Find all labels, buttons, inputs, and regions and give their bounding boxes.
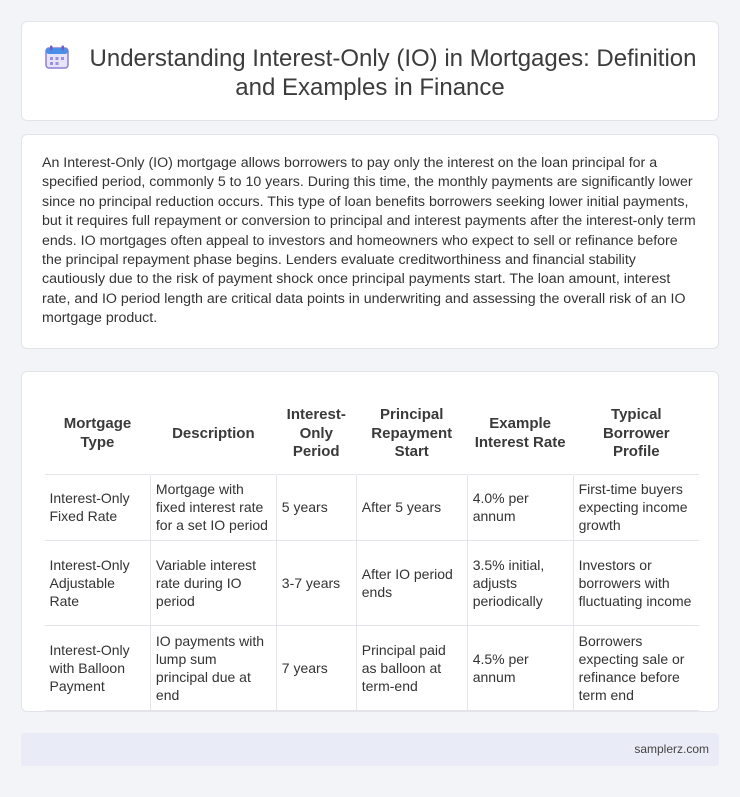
table-row <box>45 540 700 625</box>
description-text: An Interest-Only (IO) mortgage allows borrowers to pay only the interest on the loan principal for a specified period, commonly 5 to 10 years. During this time, the monthly payments are significantly lower since no principal reduction occurs. This type of loan benefits borrowers seeking lower initial payments, but it requires full repayment or conversion to principal and interest payments after the interest-only term ends. IO mortgages often appeal to investors and homeowners who expect to sell or refinance before the principal repayment phase begins. Lenders evaluate creditworthiness and financial stability cautiously due to the risk of payment shock once principal payments start. The loan amount, interest rate, and IO period length are critical data points in underwriting and assessing the overall risk of an IO mortgage product. <box>42 155 696 327</box>
table-cell: Investors or borrowers with fluctuating income <box>573 540 699 625</box>
table-cell: Interest-Only Fixed Rate <box>45 474 151 540</box>
calendar-icon <box>44 44 70 70</box>
footer-bar <box>21 733 719 766</box>
table-cell: Borrowers expecting sale or refinance before term end <box>573 625 699 710</box>
table-cell: Variable interest rate during IO period <box>150 540 276 625</box>
column-header: Interest-Only Period <box>276 394 356 474</box>
table-cell: 7 years <box>276 625 356 710</box>
table-cell: Interest-Only with Balloon Payment <box>45 625 151 710</box>
column-header: Mortgage Type <box>45 394 151 474</box>
table-cell: Principal paid as balloon at term-end <box>356 625 467 710</box>
title-card <box>21 21 719 121</box>
table-cell: IO payments with lump sum principal due at end <box>150 625 276 710</box>
table-cell: After 5 years <box>356 474 467 540</box>
column-header: Principal Repayment Start <box>356 394 467 474</box>
table-cell: 4.0% per annum <box>467 474 573 540</box>
table-row <box>45 625 700 710</box>
table-cell: After IO period ends <box>356 540 467 625</box>
mortgage-table <box>44 394 699 711</box>
column-header: Typical Borrower Profile <box>573 394 699 474</box>
table-cell: Mortgage with fixed interest rate for a set IO period <box>150 474 276 540</box>
footer-site-link[interactable]: samplerz.com <box>634 742 709 756</box>
table-cell: 5 years <box>276 474 356 540</box>
table-row <box>45 474 700 540</box>
description-card <box>21 134 719 349</box>
table-cell: 3-7 years <box>276 540 356 625</box>
table-cell: 3.5% initial, adjusts periodically <box>467 540 573 625</box>
column-header: Example Interest Rate <box>467 394 573 474</box>
page-title: Understanding Interest-Only (IO) in Mortgages: Definition and Examples in Finance <box>89 45 697 101</box>
table-cell: First-time buyers expecting income growth <box>573 474 699 540</box>
table-header-row <box>45 394 700 474</box>
page-title-wrap <box>22 44 718 102</box>
column-header: Description <box>150 394 276 474</box>
table-card <box>21 371 719 712</box>
table-cell: 4.5% per annum <box>467 625 573 710</box>
table-cell: Interest-Only Adjustable Rate <box>45 540 151 625</box>
